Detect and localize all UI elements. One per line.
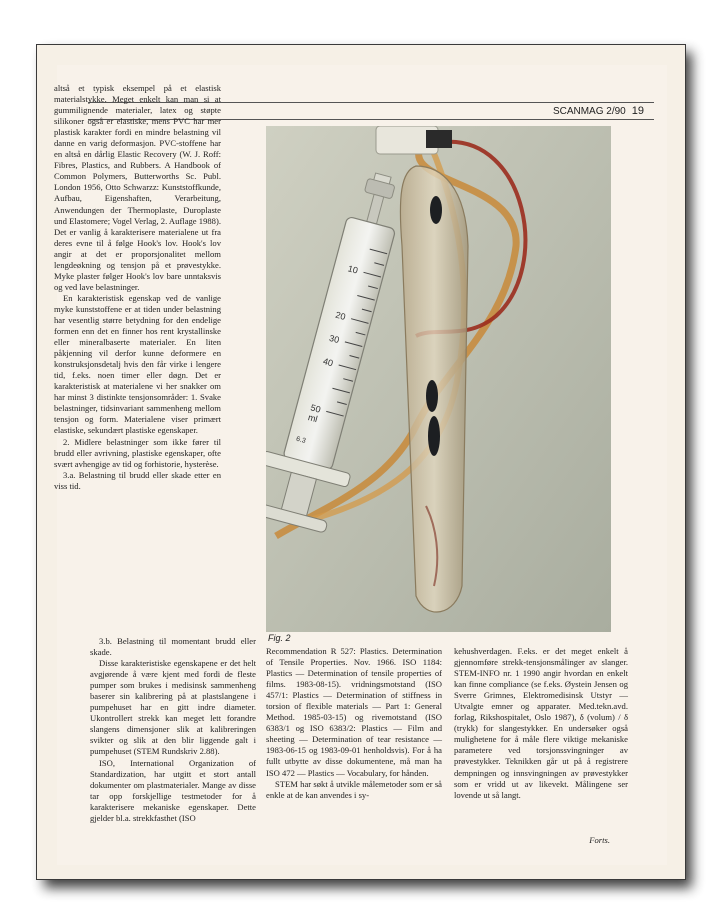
running-head [553, 105, 644, 117]
figure-photo [266, 126, 611, 632]
syringe-mark: 40 [321, 356, 335, 369]
paragraph: kehushverdagen. F.eks. er det meget enkelt å gjennomføre strekk-tensjonsmålinger av slanger. STEM-INFO nr. 1 1990 angir hvordan en enkelt kan finne compliance (se f.eks. Øystein Jensen og Sverre Grimnes, Elektromedisinsk Utstyr — Utvalgte emner og apparater. Med.tekn.avd. forlag, Rikshospitalet, Oslo 1987), δ (volum) / δ (trykk) for slangestykker. En undersøker også mulighetene for å måle flere viktige mekaniske parametere ved torsjonssvingninger av prøvestykker. Teknikken går ut på å registrere dempningen og innsvingningen av prøvestykker som er vridd ut av likevekt. Målingene ser lovende ut så langt. [454, 646, 628, 800]
paragraph: Disse karakteristiske egenskapene er det helt avgjørende å være kjent med fordi de fleste pumper som brukes i medisinsk sammenheng baserer sin kalibrering på at plastslangene i pumpehuset har en gitt indre diameter. Ukontrollert strekk kan meget lett forandre slangens dimensjoner slik at kalibreringen svikter og slik at den blir liggende galt i pumpehuset (STEM Rundskriv 2.88). [90, 658, 256, 757]
paragraph: 2. Midlere belastninger som ikke fører til brudd eller avrivning, plastiske egenskaper, ofte svært avhengige av tid og forhistorie, hysterèse. [54, 436, 221, 469]
syringe-mark: ml [306, 412, 319, 425]
paragraph: STEM har søkt å utvikle målemetoder som er så enkle at de kan anvendes i sy- [266, 778, 442, 800]
figure-label: Fig. 2 [268, 633, 291, 643]
text-column-middle [266, 646, 442, 801]
syringe-mark: 50 [309, 402, 322, 415]
paragraph: 3.a. Belastning til brudd eller skade etter en viss tid. [54, 469, 221, 491]
paragraph: 3.b. Belastning til momentant brudd eller skade. [90, 636, 256, 658]
syringe-mark: 6.3 [295, 435, 307, 445]
paragraph: En karakteristisk egenskap ved de vanlige myke kunststoffene er at tiden under belastning har vesentlig større betydning for den endelige formen enn det en finner hos rent krystallinske eller mineralbaserte materialer. En liten påkjenning vil derfor kunne deformere en konstruksjonsdetalj hvis den får virke i lengere tid, f.eks. noen timer eller døgn. Det er karakteristisk at materialene vi her snakker om har minst 3 distinkte tensjonsområder: 1. Svake belastninger, tidsinvariant sammenheng mellom tensjon og form. Materialene viser primært elastiske, sekundært plastiske egenskaper. [54, 292, 221, 436]
text-column-left-lower [90, 636, 256, 824]
magazine-name: SCANMAG 2/90 [552, 106, 626, 117]
syringe-mark: 10 [346, 263, 360, 276]
paragraph: altså et typisk eksempel på et elastisk materialstykke. Meget enkelt kan man si at gummilignende materialer, latex og støpte silikoner også er elastiske, mens PVC har mer plastisk karakter fordi en mindre belastning vil danne en varig deformasjon. PVC-stoffene har en altså en dårlig Elastic Recovery (W. J. Roff: Fibres, Plastics, and Rubbers. A Handbook of Common Polymers, Butterworths Sc. Publ. London 1956, Otto Schwarzz: Kunststoffkunde, Aufbau, Eigenshaften, Verarbeitung, Anwendungen der Thermoplaste, Duroplaste und Elastomere; Vogel Verlag, 2. Auflage 1988). Det er vanlig å karakterisere materialene ut fra deres evne til å følge Hook's lov. Hook's lov angir at det er proporsjonalitet mellom lengdeøkning og tensjon på et prøvestykke. Myke plaster følger Hook's lov bare unntaksvis og ved lave belastninger. [54, 83, 221, 292]
continued-marker: Forts. [589, 835, 610, 845]
text-column-right [454, 646, 628, 801]
paragraph: ISO, International Organization of Standardization, har utgitt et stort antall dokumenter om plastmaterialer. Mange av disse tar opp forskjellige testmetoder for å karakterisere mekaniske egenskaper. Dette gjelder bl.a. strekkfasthet (ISO [90, 757, 256, 823]
syringe-mark: 20 [334, 309, 347, 322]
syringe-and-tubing-illustration [266, 126, 611, 632]
paragraph: Recommendation R 527: Plastics. Determination of Tensile Properties. Nov. 1966. ISO 1184: Plastics — Determination of tensile properties of films. 1983-08-15). vridningsmotstand (ISO 457/1: Plastics — Determination of stiffness in torsion of flexible materials — Part 1: General Method. 1985-03-15) og rivemotstand (ISO 6383/1 og ISO 6383/2: Plastics — Film and sheeting — Determination of tear resistance — 1983-06-15 og 1983-09-01 henholdsvis). For å ha fullt utbytte av disse dokumentene, må man ha ISO 472 — Plastics — Vocabulary, for hånden. [266, 646, 442, 778]
text-column-left [54, 83, 221, 492]
syringe-mark: 30 [328, 332, 341, 346]
page-number: 19 [631, 105, 644, 117]
